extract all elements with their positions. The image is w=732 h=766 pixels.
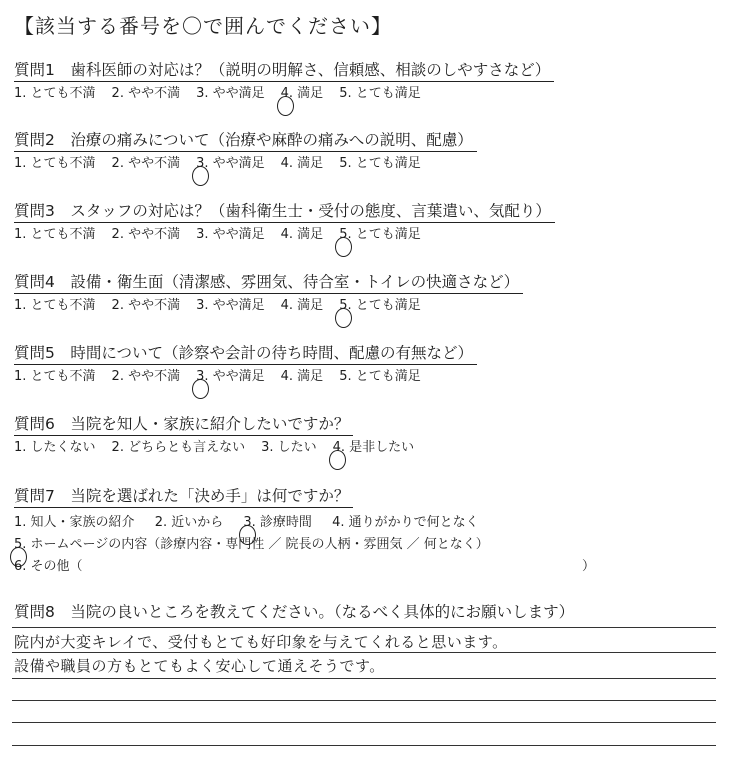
answer-line bbox=[12, 722, 716, 723]
option-label: 2. やや不満 bbox=[111, 298, 181, 313]
answer-line bbox=[12, 745, 716, 746]
option-label: 2. やや不満 bbox=[111, 227, 181, 242]
answer-line bbox=[12, 678, 716, 679]
q7-options-line3 bbox=[14, 556, 718, 578]
option-3[interactable] bbox=[261, 438, 317, 458]
option-label: 4. 満足 bbox=[280, 369, 324, 384]
q7-option-label: 3. 診療時間 bbox=[243, 515, 312, 530]
q7-option-label: 1. 知人・家族の紹介 bbox=[14, 515, 135, 530]
option-4[interactable] bbox=[281, 225, 324, 245]
answer-options bbox=[14, 296, 718, 316]
option-2[interactable] bbox=[112, 225, 181, 245]
question-title: 質問1 歯科医師の対応は？（説明の明解さ、信頼感、相談のしやすさなど） bbox=[14, 60, 554, 82]
option-2[interactable] bbox=[112, 438, 246, 458]
page-header: 【該当する番号を〇で囲んでください】 bbox=[14, 14, 392, 38]
q7-option-label: 4. 通りがかりで何となく bbox=[332, 515, 479, 530]
option-label: 5. とても満足 bbox=[339, 298, 421, 313]
option-label: 1. したくない bbox=[14, 440, 96, 455]
option-label: 1. とても不満 bbox=[14, 156, 96, 171]
question-7 bbox=[14, 486, 718, 578]
option-1[interactable] bbox=[14, 438, 96, 458]
option-label: 1. とても不満 bbox=[14, 369, 96, 384]
option-label: 4. 満足 bbox=[280, 156, 324, 171]
option-label: 5. とても満足 bbox=[339, 86, 421, 101]
option-3[interactable] bbox=[196, 154, 265, 174]
option-label: 1. とても不満 bbox=[14, 227, 96, 242]
option-label: 4. 満足 bbox=[280, 227, 324, 242]
question-4 bbox=[14, 272, 718, 316]
question-title: 質問7 当院を選ばれた「決め手」は何ですか？ bbox=[14, 486, 353, 508]
question-title: 質問3 スタッフの対応は？（歯科衛生士・受付の態度、言葉遣い、気配り） bbox=[14, 201, 555, 223]
option-label: 5. とても満足 bbox=[339, 369, 421, 384]
option-2[interactable] bbox=[112, 84, 181, 104]
question-title: 質問2 治療の痛みについて（治療や麻酔の痛みへの説明、配慮） bbox=[14, 130, 477, 152]
q7-option-label: 2. 近いから bbox=[154, 515, 224, 530]
q7-option-6-close: ） bbox=[582, 559, 596, 574]
q7-options-line1 bbox=[14, 512, 718, 534]
option-3[interactable] bbox=[196, 367, 265, 387]
option-4[interactable] bbox=[333, 438, 415, 458]
option-label: 5. とても満足 bbox=[339, 156, 421, 171]
question-5 bbox=[14, 343, 718, 387]
q7-option-2[interactable] bbox=[155, 512, 224, 534]
q7-option-4[interactable] bbox=[332, 512, 479, 534]
option-label: 4. 満足 bbox=[280, 86, 324, 101]
option-5[interactable] bbox=[339, 296, 421, 316]
option-label: 4. 満足 bbox=[280, 298, 324, 313]
option-1[interactable] bbox=[14, 296, 96, 316]
question-8 bbox=[14, 602, 718, 623]
question-2 bbox=[14, 130, 718, 174]
option-label: 5. とても満足 bbox=[339, 227, 421, 242]
question-title: 質問5 時間について（診察や会計の待ち時間、配慮の有無など） bbox=[14, 343, 477, 365]
answer-options bbox=[14, 367, 718, 387]
option-label: 2. やや不満 bbox=[111, 156, 181, 171]
option-label: 2. やや不満 bbox=[111, 369, 181, 384]
option-2[interactable] bbox=[112, 296, 181, 316]
q7-option-label: 5. ホームページの内容（診療内容・専門性 ／ 院長の人柄・雰囲気 ／ 何となく） bbox=[14, 537, 489, 552]
option-label: 1. とても不満 bbox=[14, 298, 96, 313]
answer-line bbox=[12, 700, 716, 701]
option-1[interactable] bbox=[14, 84, 96, 104]
option-label: 4. 是非したい bbox=[332, 440, 415, 455]
option-label: 3. やや満足 bbox=[196, 227, 265, 242]
option-2[interactable] bbox=[112, 367, 181, 387]
answer-options bbox=[14, 225, 718, 245]
option-5[interactable] bbox=[339, 154, 421, 174]
q7-options-line2 bbox=[14, 534, 718, 556]
option-3[interactable] bbox=[196, 225, 265, 245]
option-1[interactable] bbox=[14, 367, 96, 387]
option-3[interactable] bbox=[196, 296, 265, 316]
question-title: 質問6 当院を知人・家族に紹介したいですか？ bbox=[14, 414, 353, 436]
answer-options bbox=[14, 84, 718, 104]
option-label: 3. やや満足 bbox=[196, 156, 265, 171]
q7-option-6[interactable]: 6. その他（ bbox=[14, 559, 83, 574]
handwritten-answer-2: 設備や職員の方もとてもよく安心して通えそうです。 bbox=[14, 657, 385, 675]
option-4[interactable] bbox=[281, 154, 324, 174]
question-title: 質問4 設備・衛生面（清潔感、雰囲気、待合室・トイレの快適さなど） bbox=[14, 272, 523, 294]
option-5[interactable] bbox=[339, 84, 421, 104]
question-3 bbox=[14, 201, 718, 245]
q7-option-3[interactable] bbox=[243, 512, 312, 534]
option-2[interactable] bbox=[112, 154, 181, 174]
answer-line bbox=[12, 652, 716, 653]
option-label: 3. したい bbox=[261, 440, 317, 455]
option-4[interactable] bbox=[281, 296, 324, 316]
option-4[interactable] bbox=[281, 84, 324, 104]
option-label: 2. どちらとも言えない bbox=[111, 440, 246, 455]
option-label: 2. やや不満 bbox=[111, 86, 181, 101]
option-label: 3. やや満足 bbox=[196, 298, 265, 313]
q7-option-5[interactable] bbox=[14, 534, 489, 556]
option-3[interactable] bbox=[196, 84, 265, 104]
option-4[interactable] bbox=[281, 367, 324, 387]
question-title: 質問8 当院の良いところを教えてください。（なるべく具体的にお願いします） bbox=[14, 603, 575, 621]
option-5[interactable] bbox=[339, 367, 421, 387]
question-1 bbox=[14, 60, 718, 104]
option-label: 3. やや満足 bbox=[196, 86, 265, 101]
option-5[interactable] bbox=[339, 225, 421, 245]
answer-options bbox=[14, 154, 718, 174]
option-1[interactable] bbox=[14, 154, 96, 174]
option-1[interactable] bbox=[14, 225, 96, 245]
option-label: 1. とても不満 bbox=[14, 86, 96, 101]
handwritten-answer-1: 院内が大変キレイで、受付もとても好印象を与えてくれると思います。 bbox=[14, 633, 508, 651]
q7-option-1[interactable] bbox=[14, 512, 135, 534]
question-6 bbox=[14, 414, 718, 458]
option-label: 3. やや満足 bbox=[196, 369, 265, 384]
answer-line bbox=[12, 627, 716, 628]
answer-options bbox=[14, 438, 718, 458]
